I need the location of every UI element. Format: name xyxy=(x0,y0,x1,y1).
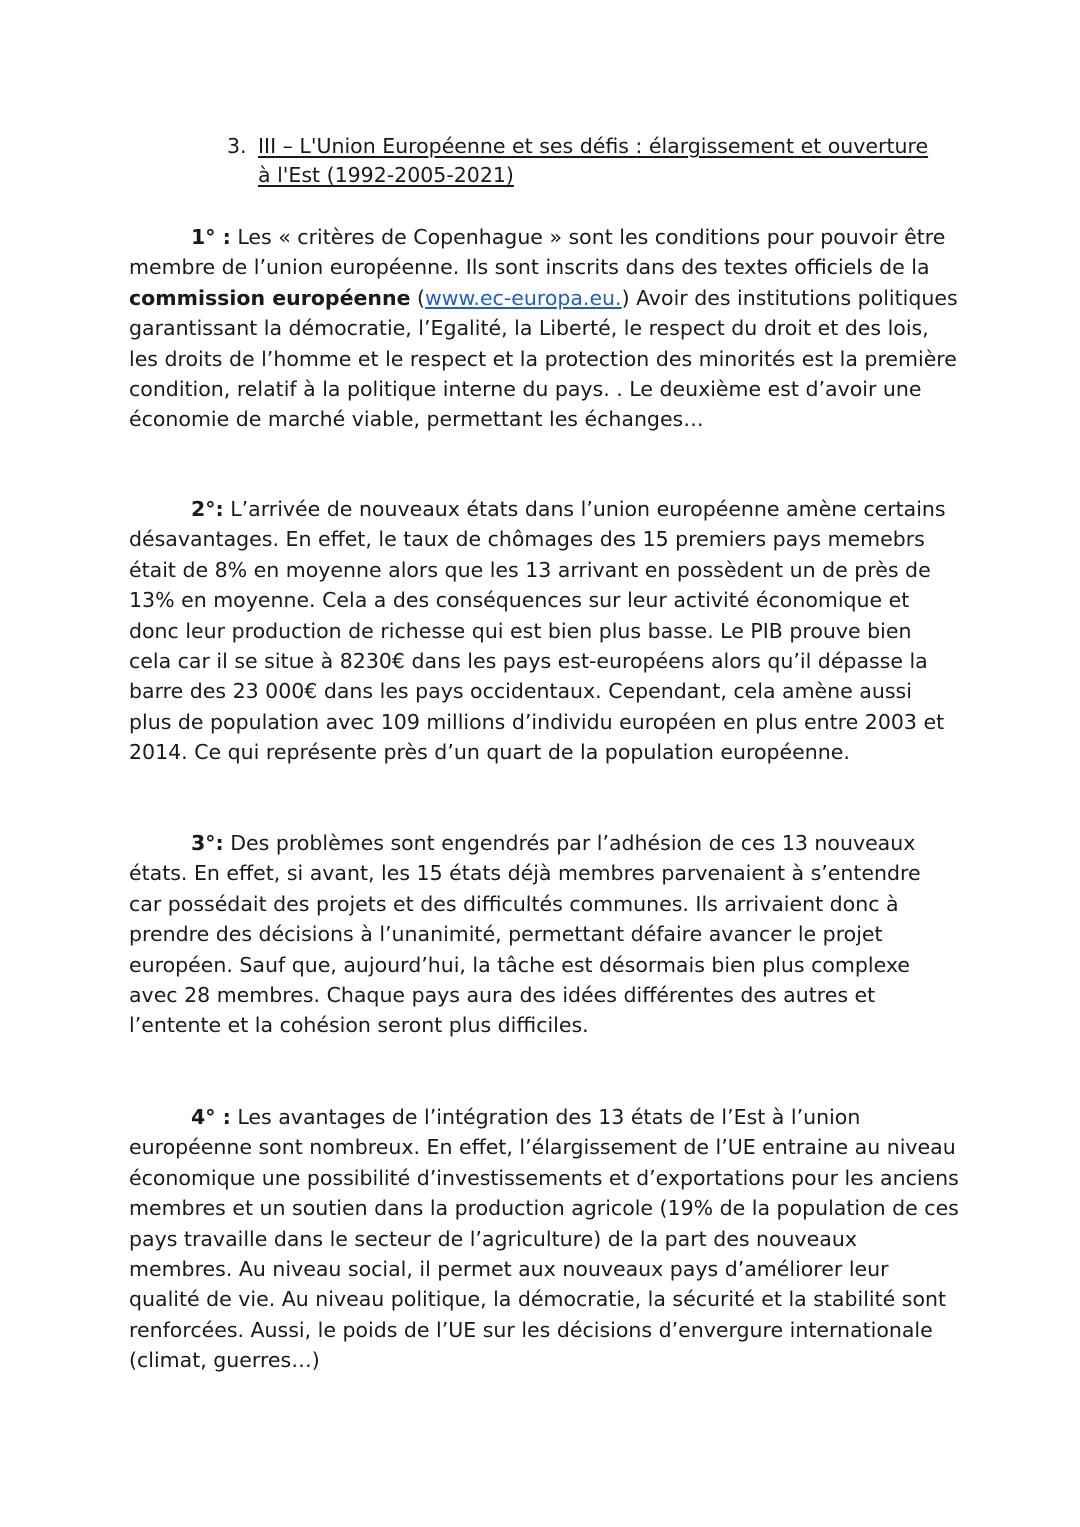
paragraph-text: Des problèmes sont engendrés par l’adhésion de ces 13 nouveaux états. En effet, si avant, les 15 états déjà membres parvenaient à s’entendre car possédait des projets et des difficultés communes. Ils arrivaient donc à prendre des décisions à l’unanimité, permettant défaire avancer le projet européen. Sauf que, aujourd’hui, la tâche est désormais bien plus complexe avec 28 membres. Chaque pays aura des idées différentes des autres et l’entente et la cohésion seront plus difficiles. xyxy=(129,831,921,1038)
paragraph-4 xyxy=(129,1102,959,1376)
section-title-line-2: à l'Est (1992-2005-2021) xyxy=(258,163,514,187)
paragraph-text: L’arrivée de nouveaux états dans l’union européenne amène certains désavantages. En effet, le taux de chômages des 15 premiers pays memebrs était de 8% en moyenne alors que les 13 arrivant en possèdent un de près de 13% en moyenne. Cela a des conséquences sur leur activité économique et donc leur production de richesse qui est bien plus basse. Le PIB prouve bien cela car il se situe à 8230€ dans les pays est-européens alors qu’il dépasse la barre des 23 000€ dans les pays occidentaux. Cependant, cela amène aussi plus de population avec 109 millions d’individu européen en plus entre 2003 et 2014. Ce qui représente près d’un quart de la population européenne. xyxy=(129,497,946,765)
paragraph-3 xyxy=(129,828,959,1041)
section-heading xyxy=(227,132,957,190)
paragraph-label: 3°: xyxy=(191,831,224,855)
section-number: 3. xyxy=(227,134,247,158)
paragraph-text: Les avantages de l’intégration des 13 états de l’Est à l’union européenne sont nombreux. En effet, l’élargissement de l’UE entraine au niveau économique une possibilité d’investissements et d’exportations pour les anciens membres et un soutien dans la production agricole (19% de la population de ces pays travaille dans le secteur de l’agriculture) de la part des nouveaux membres. Au niveau social, il permet aux nouveaux pays d’améliorer leur qualité de vie. Au niveau politique, la démocratie, la sécurité et la stabilité sont renforcées. Aussi, le poids de l’UE sur les décisions d’envergure internationale (climat, guerres…) xyxy=(129,1105,959,1373)
paragraph-text: ( xyxy=(410,285,426,310)
bold-term: commission européenne xyxy=(129,285,411,310)
paragraph-2 xyxy=(129,494,959,768)
section-title-line-1: III – L'Union Européenne et ses défis : élargissement et ouverture xyxy=(258,134,929,158)
paragraph-text: Les « critères de Copenhague » sont les conditions pour pouvoir être membre de l’union européenne. Ils sont inscrits dans des textes officiels de la xyxy=(129,225,946,280)
paragraph-1 xyxy=(129,222,959,435)
paragraph-text: ) Avoir des institutions politiques garantissant la démocratie, l’Egalité, la Liberté, le respect du droit et des lois, les droits de l’homme et le respect et la protection des minorités est la première condition, relatif à la politique interne du pays. . Le deuxième est d’avoir une économie de marché viable, permettant les échanges… xyxy=(129,285,958,432)
paragraph-label: 4° : xyxy=(191,1105,231,1129)
source-link[interactable]: www.ec-europa.eu. xyxy=(425,285,622,310)
paragraph-label: 2°: xyxy=(191,497,224,521)
paragraph-label: 1° : xyxy=(191,225,231,249)
